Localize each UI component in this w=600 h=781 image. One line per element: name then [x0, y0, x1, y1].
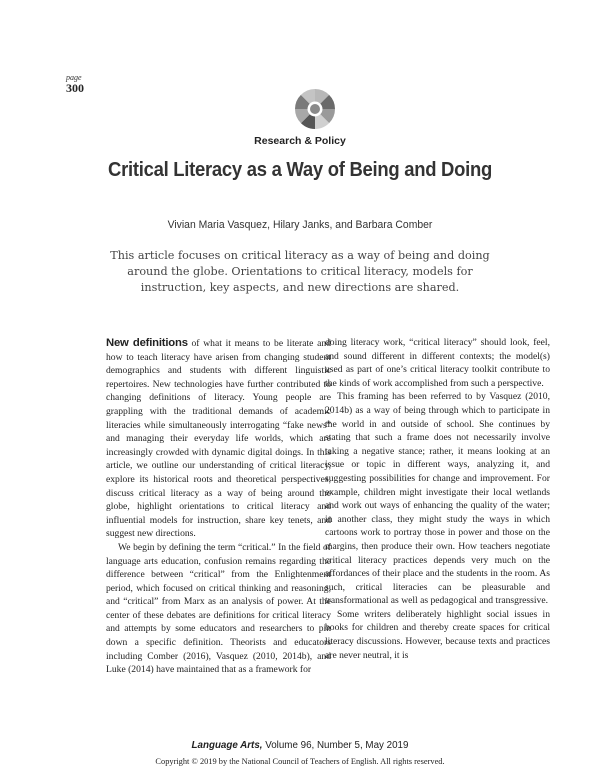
paragraph	[106, 337, 331, 541]
journal-citation	[0, 740, 600, 751]
lead-in-phrase: New definitions	[106, 337, 188, 349]
research-policy-logo-icon	[292, 86, 338, 132]
journal-issue: Volume 96, Number 5, May 2019	[262, 740, 409, 751]
paragraph: doing literacy work, “critical literacy” should look, feel, and sound different in different contexts; the model(s) used as part of one’s critical literacy toolkit contribute to the kinds of work accomplished from such a perspective.	[325, 337, 550, 389]
paragraph-text: of what it means to be literate and how to teach literacy have arisen from changing student demographics and students with different linguistic repertoires. New technologies have further contributed to changing definitions of literacy. Young people are grappling with the traditional demands of academic literacies while simultaneously interrogating “fake news” and managing their everyday life worlds, which are increasingly crowded with dynamic digital doings. In this article, we outline our understanding of critical literacy, explore its historical roots and theoretical perspectives, discuss critical literacy as a way of being around the globe, highlight orientations to critical literacy and influential models for instruction, share key tenets, and suggest new directions.	[106, 338, 331, 540]
body-column-left	[106, 337, 331, 749]
article-abstract: This article focuses on critical literacy as a way of being and doing around the globe. Orientations to critical literacy, models for instruction, key aspects, and new directions are shared.	[110, 249, 490, 294]
body-column-right	[325, 336, 550, 748]
paragraph: We begin by defining the term “critical.” In the field of language arts education, confusion remains regarding the difference between “critical” from the Enlightenment period, which focused on critical thinking and reasoning, and “critical” from Marx as an analysis of power. At the center of these debates are definitions for critical literacy and attempts by some educators and researchers to pin down a specific definition. Theorists and educators including Comber (2016), Vasquez (2010, 2014b), and Luke (2014) have maintained that as a framework for	[106, 541, 331, 676]
paragraph: This framing has been referred to by Vasquez (2010, 2014b) as a way of being through which to participate in the world in and outside of school. She continues by stating that such a frame does not necessarily involve taking a negative stance; rather, it means looking at an issue or topic in different ways, analyzing it, and suggesting possibilities for change and improvement. For example, children might investigate their local wetlands and work out ways of enhancing the quality of the water; in another class, they might study the ways in which cartoons work to portray those in power and those on the margins, then produce their own. How teachers negotiate critical literacy practices depends very much on the affordances of their place and the students in the room. As such, critical literacies can be pleasurable and transformational as well as pedagogical and transgressive.	[325, 391, 550, 607]
page-number: 300	[66, 81, 84, 95]
article-title: Critical Literacy as a Way of Being and Doing	[108, 158, 492, 181]
page-word: page	[66, 73, 82, 82]
paragraph: Some writers deliberately highlight social issues in books for children and thereby create spaces for critical literacy discussions. However, because texts and practices are never neutral, it is	[325, 608, 550, 661]
journal-name: Language Arts,	[191, 740, 263, 751]
page-number-label	[66, 74, 84, 95]
copyright-notice: Copyright © 2019 by the National Council of Teachers of English. All rights reserved.	[155, 757, 445, 766]
section-label: Research & Policy	[254, 135, 346, 147]
author-list: Vivian Maria Vasquez, Hilary Janks, and Barbara Comber	[167, 219, 433, 231]
